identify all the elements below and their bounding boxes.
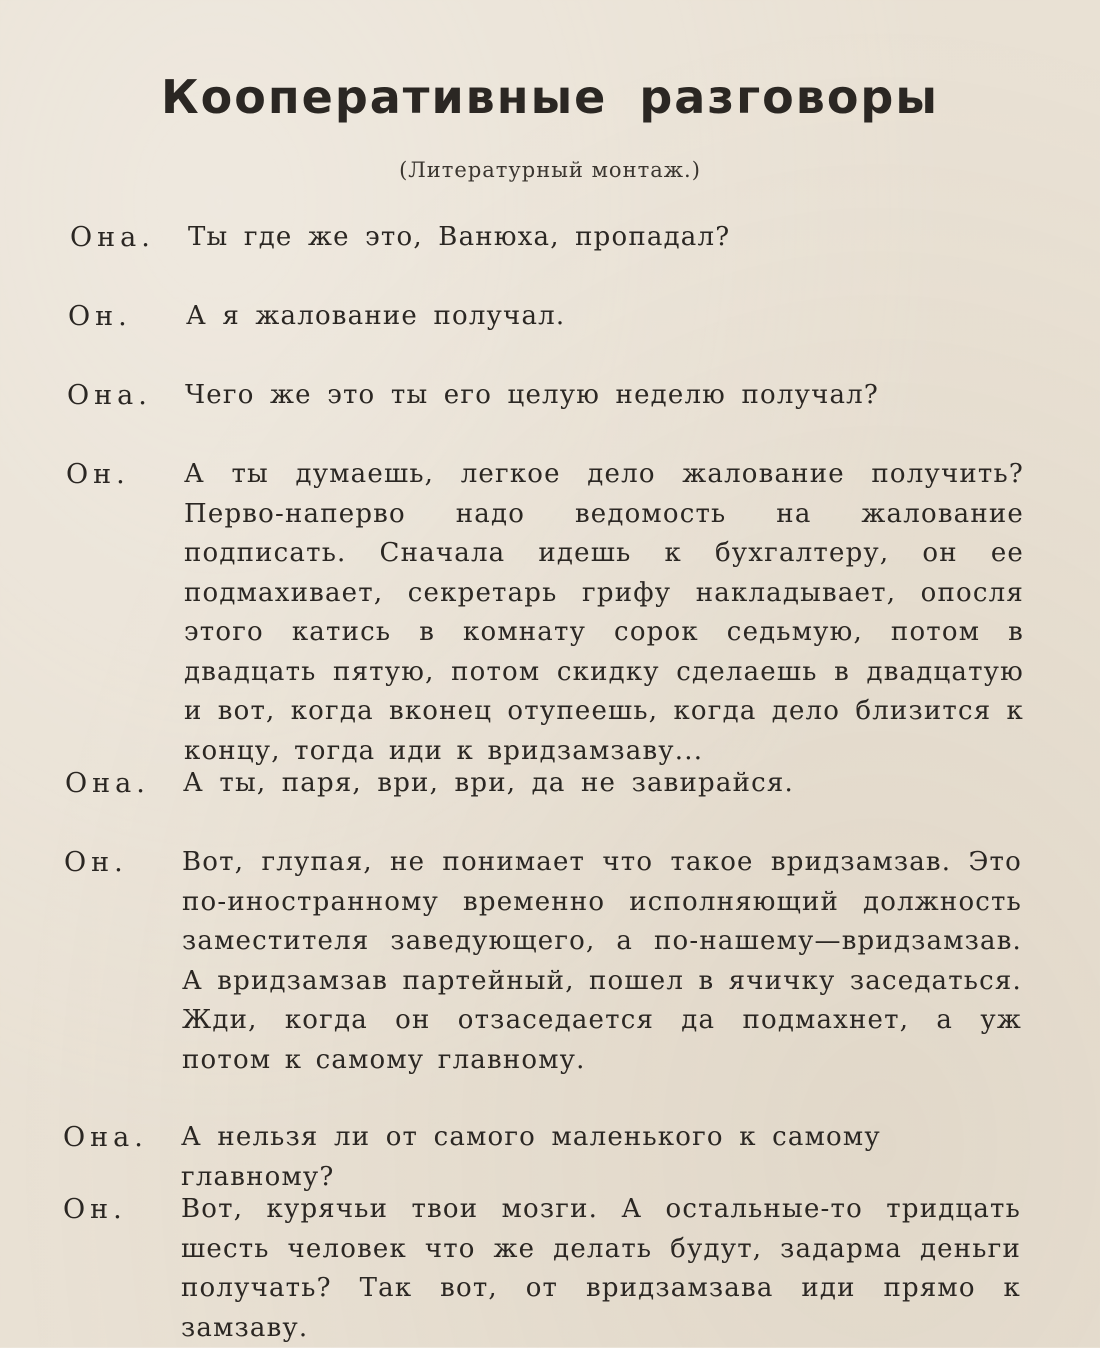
dialogue-text: А нельзя ли от самого маленького к самому главному? (181, 1122, 881, 1192)
speaker-label: Она. (67, 380, 152, 411)
dialogue-text: Вот, курячьи твои мозги. А остальные-то тридцать шесть человек что же делать будут, задарма деньги получать? Так вот, от вридзамзава иди прямо к замзаву. (181, 1194, 1021, 1343)
dialogue-text: Вот, глупая, не понимает что такое вридзамзав. Это по-иностранному временно исполняющий должность заместителя заведующего, а по-нашему—вридзамзав. А вридзамзав партейный, пошел в ячичку заседаться. Жди, когда он отзаседается да подмахнет, а уж потом к самому главному. (182, 847, 1022, 1075)
page-title: Кооперативные разговоры (161, 70, 939, 124)
dialogue-line (70, 218, 1028, 258)
dialogue-text: А я жалование получал. (186, 301, 566, 331)
dialogue-text: А ты думаешь, легкое дело жалование получить? Перво-наперво надо ведомость на жалование подписать. Сначала идешь к бухгалтеру, он ее подмахивает, секретарь грифу накладывает, опосля этого катись в комнату сорок седьмую, потом в двадцать пятую, потом скидку сделаешь в двадцатую и вот, когда вконец отупеешь, когда дело близится к концу, тогда иди к вридзамзаву... (184, 459, 1024, 766)
dialogue-line (63, 1118, 1021, 1197)
page-subtitle: (Литературный монтаж.) (399, 158, 701, 182)
dialogue-text: А ты, паря, ври, ври, да не завирайся. (183, 768, 794, 798)
speaker-label: Он. (64, 847, 128, 878)
speaker-label: Она. (70, 222, 155, 253)
dialogue-text: Чего же это ты его целую неделю получал? (185, 380, 880, 410)
speaker-label: Он. (68, 301, 132, 332)
dialogue-line (67, 376, 1025, 416)
speaker-label: Она. (65, 768, 150, 799)
dialogue-line (64, 843, 1022, 1080)
speaker-label: Он. (66, 459, 130, 490)
speaker-label: Она. (63, 1122, 148, 1153)
dialogue-line (68, 297, 1026, 337)
dialogue-text: Ты где же это, Ванюха, пропадал? (188, 222, 731, 252)
dialogue-line (66, 455, 1024, 771)
dialogue-line (63, 1190, 1021, 1348)
dialogue-line (65, 764, 1023, 804)
speaker-label: Он. (63, 1194, 127, 1225)
